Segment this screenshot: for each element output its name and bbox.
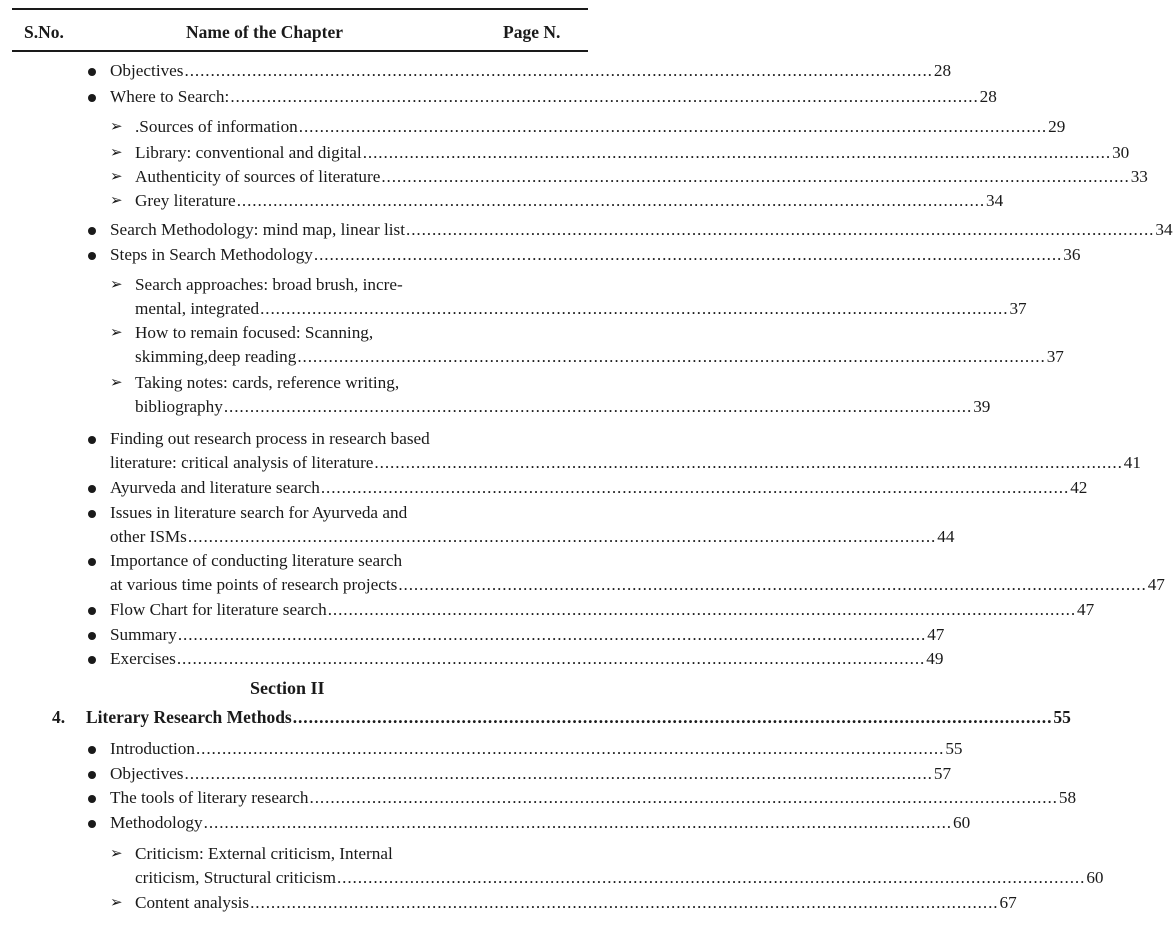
entry-page-number: 28	[933, 61, 952, 80]
entry-title: Objectives	[110, 764, 184, 783]
chapter-entry	[86, 706, 1071, 728]
toc-entry	[135, 166, 1148, 188]
bullet-icon	[88, 68, 96, 76]
toc-entry	[135, 298, 1027, 320]
chapter-number: 4.	[52, 707, 66, 727]
dot-leader: ................................................................................................................................................	[320, 478, 1070, 497]
entry-title: Objectives	[110, 61, 184, 80]
entry-title: Where to Search:	[110, 87, 230, 106]
entry-title: Summary	[110, 625, 177, 644]
header-rule	[12, 50, 588, 52]
dot-leader: ................................................................................................................................................	[236, 191, 986, 210]
chapter-title: Literary Research Methods	[86, 707, 292, 727]
entry-page-number: 67	[999, 893, 1017, 912]
bullet-icon	[88, 94, 96, 102]
dot-leader: ................................................................................................................................................	[298, 117, 1048, 136]
toc-entry	[110, 599, 1095, 621]
entry-page-number: 39	[973, 397, 991, 416]
entry-title: Authenticity of sources of literature	[135, 167, 381, 186]
entry-title: Introduction	[110, 739, 195, 758]
arrow-bullet-icon: ➢	[110, 169, 123, 185]
toc-entry	[135, 892, 1017, 914]
entry-page-number: 33	[1130, 167, 1148, 186]
arrow-bullet-icon: ➢	[110, 846, 123, 862]
dot-leader: ................................................................................................................................................	[336, 868, 1086, 887]
bullet-icon	[88, 746, 96, 754]
bullet-icon	[88, 510, 96, 518]
entry-title-line: Issues in literature search for Ayurveda and	[110, 503, 408, 522]
entry-title: Exercises	[110, 649, 176, 668]
entry-page-number: 55	[945, 739, 963, 758]
entry-title: other ISMs	[110, 527, 187, 546]
bullet-icon	[88, 795, 96, 803]
entry-page-number: 30	[1112, 143, 1130, 162]
entry-title: Flow Chart for literature search	[110, 600, 327, 619]
top-rule	[12, 8, 588, 10]
entry-title: Grey literature	[135, 191, 236, 210]
toc-entry	[110, 624, 945, 646]
bullet-icon	[88, 558, 96, 566]
bullet-icon	[88, 436, 96, 444]
arrow-bullet-icon: ➢	[110, 193, 123, 209]
toc-entry	[135, 867, 1104, 889]
arrow-bullet-icon: ➢	[110, 145, 123, 161]
entry-title: bibliography	[135, 397, 223, 416]
dot-leader: ................................................................................................................................................	[309, 788, 1058, 807]
entry-title-line: How to remain focused: Scanning,	[135, 323, 374, 342]
dot-leader: ................................................................................................................................................	[398, 575, 1147, 594]
arrow-bullet-icon: ➢	[110, 895, 123, 911]
dot-leader: ................................................................................................................................................	[381, 167, 1130, 186]
entry-page-number: 42	[1070, 478, 1088, 497]
entry-page-number: 28	[979, 87, 997, 106]
dot-leader: ................................................................................................................................................	[184, 61, 933, 80]
entry-title: Steps in Search Methodology	[110, 245, 313, 264]
dot-leader: ................................................................................................................................................	[223, 397, 973, 416]
entry-page-number: 41	[1123, 453, 1141, 472]
toc-entry	[110, 738, 963, 760]
toc-entry	[110, 219, 1173, 241]
dot-leader: ................................................................................................................................................	[187, 527, 937, 546]
entry-page-number: 44	[937, 527, 955, 546]
entry-title: The tools of literary research	[110, 788, 309, 807]
entry-title-line: Search approaches: broad brush, incre-	[135, 275, 403, 294]
toc-entry	[135, 396, 991, 418]
toc-entry	[110, 244, 1081, 266]
entry-page-number: 37	[1009, 299, 1027, 318]
bullet-icon	[88, 632, 96, 640]
toc-entry	[110, 787, 1077, 809]
dot-leader: ................................................................................................................................................	[195, 739, 945, 758]
toc-entry	[135, 116, 1066, 138]
dot-leader: ................................................................................................................................................	[260, 299, 1009, 318]
section-heading: Section II	[250, 678, 325, 698]
entry-title: Methodology	[110, 813, 203, 832]
entry-title: skimming,deep reading	[135, 347, 297, 366]
dot-leader: ................................................................................................................................................	[292, 707, 1053, 727]
toc-entry	[110, 452, 1141, 474]
dot-leader: ................................................................................................................................................	[250, 893, 999, 912]
toc-entry	[110, 648, 944, 670]
entry-title: Library: conventional and digital	[135, 143, 362, 162]
toc-entry	[135, 190, 1004, 212]
header-page: Page N.	[503, 22, 561, 42]
arrow-bullet-icon: ➢	[110, 119, 123, 135]
chapter-page-number: 55	[1053, 707, 1071, 727]
entry-page-number: 47	[927, 625, 945, 644]
entry-page-number: 29	[1048, 117, 1066, 136]
entry-title: Search Methodology: mind map, linear list	[110, 220, 405, 239]
entry-page-number: 60	[1086, 868, 1104, 887]
entry-title: at various time points of research projects	[110, 575, 398, 594]
dot-leader: ................................................................................................................................................	[406, 220, 1155, 239]
entry-page-number: 36	[1063, 245, 1081, 264]
toc-entry	[135, 142, 1130, 164]
entry-page-number: 34	[1155, 220, 1173, 239]
toc-entry	[135, 346, 1064, 368]
bullet-icon	[88, 771, 96, 779]
entry-page-number: 60	[952, 813, 971, 832]
dot-leader: ................................................................................................................................................	[313, 245, 1063, 264]
toc-entry	[110, 574, 1165, 596]
entry-title-line: Criticism: External criticism, Internal	[135, 844, 393, 863]
entry-title: criticism, Structural criticism	[135, 868, 336, 887]
entry-page-number: 47	[1147, 575, 1165, 594]
entry-title: Ayurveda and literature search	[110, 478, 320, 497]
dot-leader: ................................................................................................................................................	[177, 625, 927, 644]
dot-leader: ................................................................................................................................................	[203, 813, 952, 832]
dot-leader: ................................................................................................................................................	[184, 764, 933, 783]
dot-leader: ................................................................................................................................................	[374, 453, 1123, 472]
entry-page-number: 57	[933, 764, 952, 783]
arrow-bullet-icon: ➢	[110, 375, 123, 391]
toc-entry	[110, 763, 952, 785]
header-chapter-name: Name of the Chapter	[186, 22, 343, 42]
bullet-icon	[88, 656, 96, 664]
entry-title-line: Importance of conducting literature search	[110, 551, 403, 570]
arrow-bullet-icon: ➢	[110, 277, 123, 293]
entry-title: literature: critical analysis of literature	[110, 453, 374, 472]
bullet-icon	[88, 607, 96, 615]
entry-title: .Sources of information	[135, 117, 298, 136]
toc-entry	[110, 477, 1088, 499]
entry-page-number: 47	[1077, 600, 1095, 619]
dot-leader: ................................................................................................................................................	[297, 347, 1046, 366]
entry-page-number: 37	[1046, 347, 1064, 366]
entry-title: Content analysis	[135, 893, 250, 912]
dot-leader: ................................................................................................................................................	[176, 649, 926, 668]
toc-entry	[110, 86, 997, 108]
toc-entry	[110, 526, 955, 548]
entry-title: mental, integrated	[135, 299, 260, 318]
toc-entry	[110, 60, 952, 82]
dot-leader: ................................................................................................................................................	[362, 143, 1112, 162]
bullet-icon	[88, 252, 96, 260]
entry-page-number: 58	[1058, 788, 1077, 807]
entry-title-line: Taking notes: cards, reference writing,	[135, 373, 400, 392]
dot-leader: ................................................................................................................................................	[230, 87, 979, 106]
entry-title-line: Finding out research process in research based	[110, 429, 430, 448]
toc-entry	[110, 812, 971, 834]
dot-leader: ................................................................................................................................................	[327, 600, 1077, 619]
bullet-icon	[88, 485, 96, 493]
arrow-bullet-icon: ➢	[110, 325, 123, 341]
bullet-icon	[88, 227, 96, 235]
entry-page-number: 34	[986, 191, 1004, 210]
bullet-icon	[88, 820, 96, 828]
header-sno: S.No.	[24, 22, 64, 42]
entry-page-number: 49	[926, 649, 944, 668]
